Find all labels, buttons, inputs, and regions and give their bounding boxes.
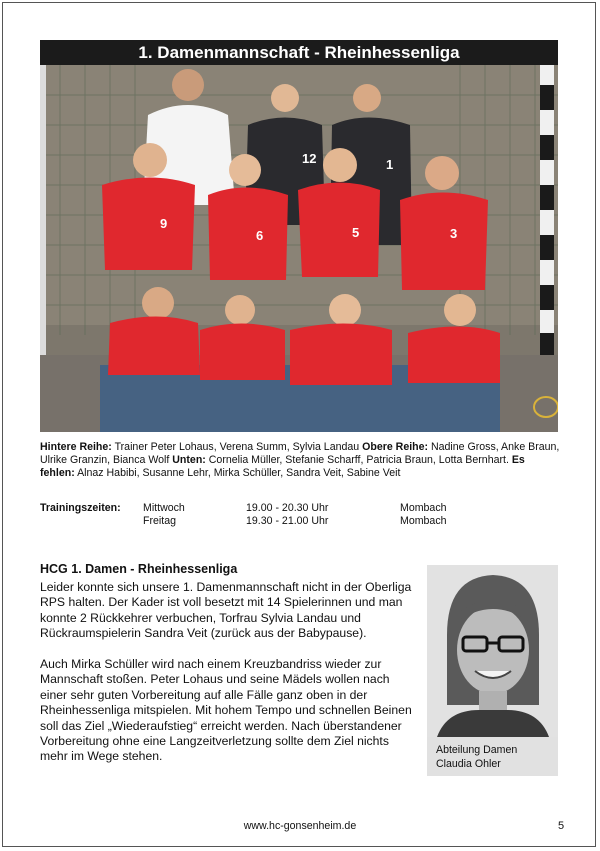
caption-label-hintere: Hintere Reihe: (40, 441, 112, 453)
footer-url[interactable]: www.hc-gonsenheim.de (243, 820, 357, 832)
jersey-number: 12 (302, 151, 317, 166)
page-number: 5 (558, 820, 565, 832)
training-hours (246, 502, 328, 528)
jersey-number: 3 (450, 226, 458, 241)
caption-text-unten: Cornelia Müller, Stefanie Scharff, Patricia Braun, Lotta Bernhart. (205, 454, 512, 467)
training-place: Mombach (400, 502, 447, 514)
jersey-number: 6 (256, 228, 264, 243)
caption-text-fehlen: Alnaz Habibi, Susanne Lehr, Mirka Schüller, Sandra Veit, Sabine Veit (74, 467, 401, 480)
portrait-caption-line: Abteilung Damen (436, 744, 518, 756)
training-time: 19.30 - 21.00 Uhr (246, 515, 329, 527)
jersey-number: 5 (352, 225, 360, 240)
jersey-number: 1 (386, 157, 394, 172)
caption-label-fehlen: Es fehlen: (40, 454, 525, 480)
portrait-box (427, 565, 558, 776)
portrait-caption-line: Claudia Ohler (436, 757, 501, 770)
photo-caption (40, 441, 560, 481)
training-day: Freitag (143, 515, 176, 527)
training-places (400, 502, 447, 528)
training-place: Mombach (400, 515, 447, 527)
portrait-caption (436, 744, 517, 771)
training-days (143, 502, 185, 528)
article-paragraph: Auch Mirka Schüller wird nach einem Kreuzbandriss wieder zur Mannschaft stoßen. Peter Lohaus und seine Mädels wollen nach einer sehr guten Vorbereitung auf alle Fälle ganz oben in der Rheinhessenliga mitspielen. Mit hohem Tempo und schnellen Beinen soll das Ziel „Wiederaufstieg“ erreicht werden. Nach überstandener Vorbereitung ohne eine Langzeitverletzung sollte dem Ziel nichts mehr im Wege stehen. (40, 657, 412, 764)
caption-text-hintere: Trainer Peter Lohaus, Verena Summ, Sylvia Landau (111, 441, 363, 453)
caption-label-obere: Obere Reihe: (362, 441, 429, 453)
caption-label-unten: Unten: (172, 454, 206, 467)
article-body (40, 580, 420, 780)
training-time: 19.00 - 20.30 Uhr (246, 502, 329, 514)
portrait-photo (427, 565, 558, 737)
article-paragraph: Leider konnte sich unsere 1. Damenmannschaft nicht in der Oberliga RPS halten. Der Kader ist voll besetzt mit 14 Spielerinnen und man konnte 2 Rückkehrer verbuchen, Torfrau Sylvia Landau und Rückraumspielerin Sandra Veit (zurück aus der Babypause). (40, 580, 412, 641)
training-day: Mittwoch (143, 502, 185, 514)
article-heading: HCG 1. Damen - Rheinhessenliga (40, 562, 238, 576)
team-photo (40, 65, 558, 432)
jersey-number: 9 (160, 216, 168, 231)
page-title: 1. Damenmannschaft - Rheinhessenliga (40, 40, 558, 65)
caption-text-obere: Nadine Gross, Anke Braun, Ulrike Granzin, Bianca Wolf (40, 441, 560, 467)
training-label: Trainingszeiten: (40, 502, 121, 514)
training-times (40, 502, 560, 532)
